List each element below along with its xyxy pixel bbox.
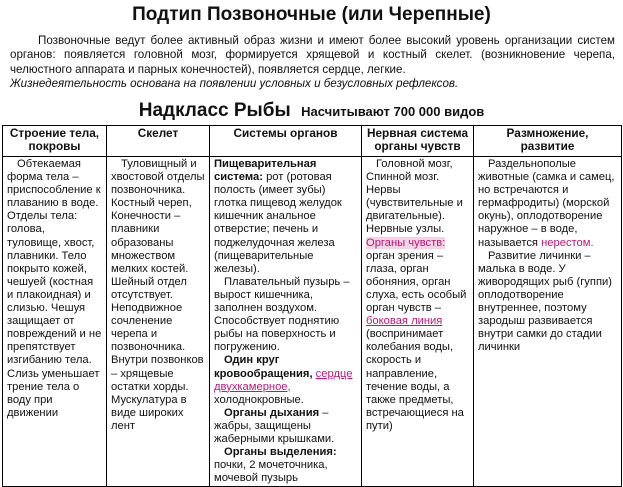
table-header-row [3,126,622,157]
header-body: Строение тела, покровы [3,126,107,157]
excretion-title: Органы выделения: [224,446,337,459]
swim-bladder-text: Плавательный пузырь – вырост кишечника, заполнен воздухом. Способствует поднятию рыбы на поверхность и погружению. [214,275,350,354]
spawning-word: нерестом. [541,236,594,249]
species-count: Насчитывают 700 000 видов [301,104,485,119]
cell-reproduction [474,157,622,487]
cell-skeleton [107,157,210,487]
header-systems: Системы органов [210,126,362,157]
circulation-rest: холоднокровные. [214,393,304,406]
digestive-text: рот (ротовая полость (имеет зубы) глотка пищевод желудок кишечник анальное отверстие; печень и поджелудочная железа (пищеварительные железы). [214,171,342,275]
superclass-heading [0,100,623,122]
excretion-text: почки, 2 мочеточника, мочевой пузырь [214,459,328,485]
circulation-title: Один круг кровообращения, [214,354,313,380]
repro-text-1: Раздельнополые животные (самка и самец, но встречаются и гермафродиты) (морской окунь), оплодотворение наружное – в воде, называется [478,158,615,249]
nervous-text-3: (воспринимает колебания воды, скорость и направление, течение воды, а также предметы, встречающиеся на пути) [366,328,464,432]
page-title: Подтип Позвоночные (или Черепные) [132,4,491,25]
heart-text: сердце двухкамерное, [214,367,353,393]
respiration-title: Органы дыхания [224,406,320,419]
header-skeleton: Скелет [107,126,210,157]
fish-table [2,125,622,487]
intro-text [10,34,615,92]
repro-text-2: Развитие личинки – малька в воде. У живородящих рыб (гуппи) оплодотворение внутреннее, поэтому зародыш развивается внутри самки до стадии личинки [478,249,612,354]
intro-reflex-line: Жизнедеятельность основана на появлении условных и безусловных рефлексов. [10,77,459,91]
cell-nervous [362,157,474,487]
body-text: Обтекаемая форма тела – приспособление к плаванию в воде. Отделы тела: голова, туловище, хвост, плавники. Тело покрыто кожей, чешуей (костная и плакоидная) и слизью. Чешуя защищает от повреждений и не препятствует изгибанию тела. Слизь уменьшает трение тела о воду при движении [7,158,102,419]
nervous-text-1: Головной мозг, Спинной мозг. Нервы (чувствительные и двигательные). Нервные узлы. [366,158,463,236]
header-reproduction: Размножение, развитие [474,126,622,157]
intro-paragraph: Позвоночные ведут более активный образ жизни и имеют более высокий уровень организации систем органов: появляется головной мозг, формируется хрящевой и костный скелет. (возникновение черепа, челюстного аппарата и парных конечностей), появляется сердце, легкие. [10,34,615,76]
table-row [3,157,622,487]
lateral-line-text: боковая линия [366,315,443,328]
cell-systems [210,157,362,487]
digestive-title: Пищеварительная система: [214,158,317,184]
skeleton-text: Туловищный и хвостовой отделы позвоночника. Костный череп, Конечности – плавники образованы множеством мелких костей. Шейный отдел отсутствует. Неподвижное сочленение черепа и позвоночника. Внутри позвонков – хрящевые остатки хорды. Мускулатура в виде широких лент [111,158,205,432]
header-nervous: Нервная система органы чувств [362,126,474,157]
nervous-text-2: орган зрения – глаза, орган обоняния, орган слуха, есть особый орган чувств – [366,249,467,315]
respiration-text: – жабры, защищены жаберными крышками. [214,406,335,445]
sense-organs-label: Органы чувств: [366,236,446,249]
cell-body [3,157,107,487]
superclass-title: Надкласс Рыбы [138,100,291,121]
